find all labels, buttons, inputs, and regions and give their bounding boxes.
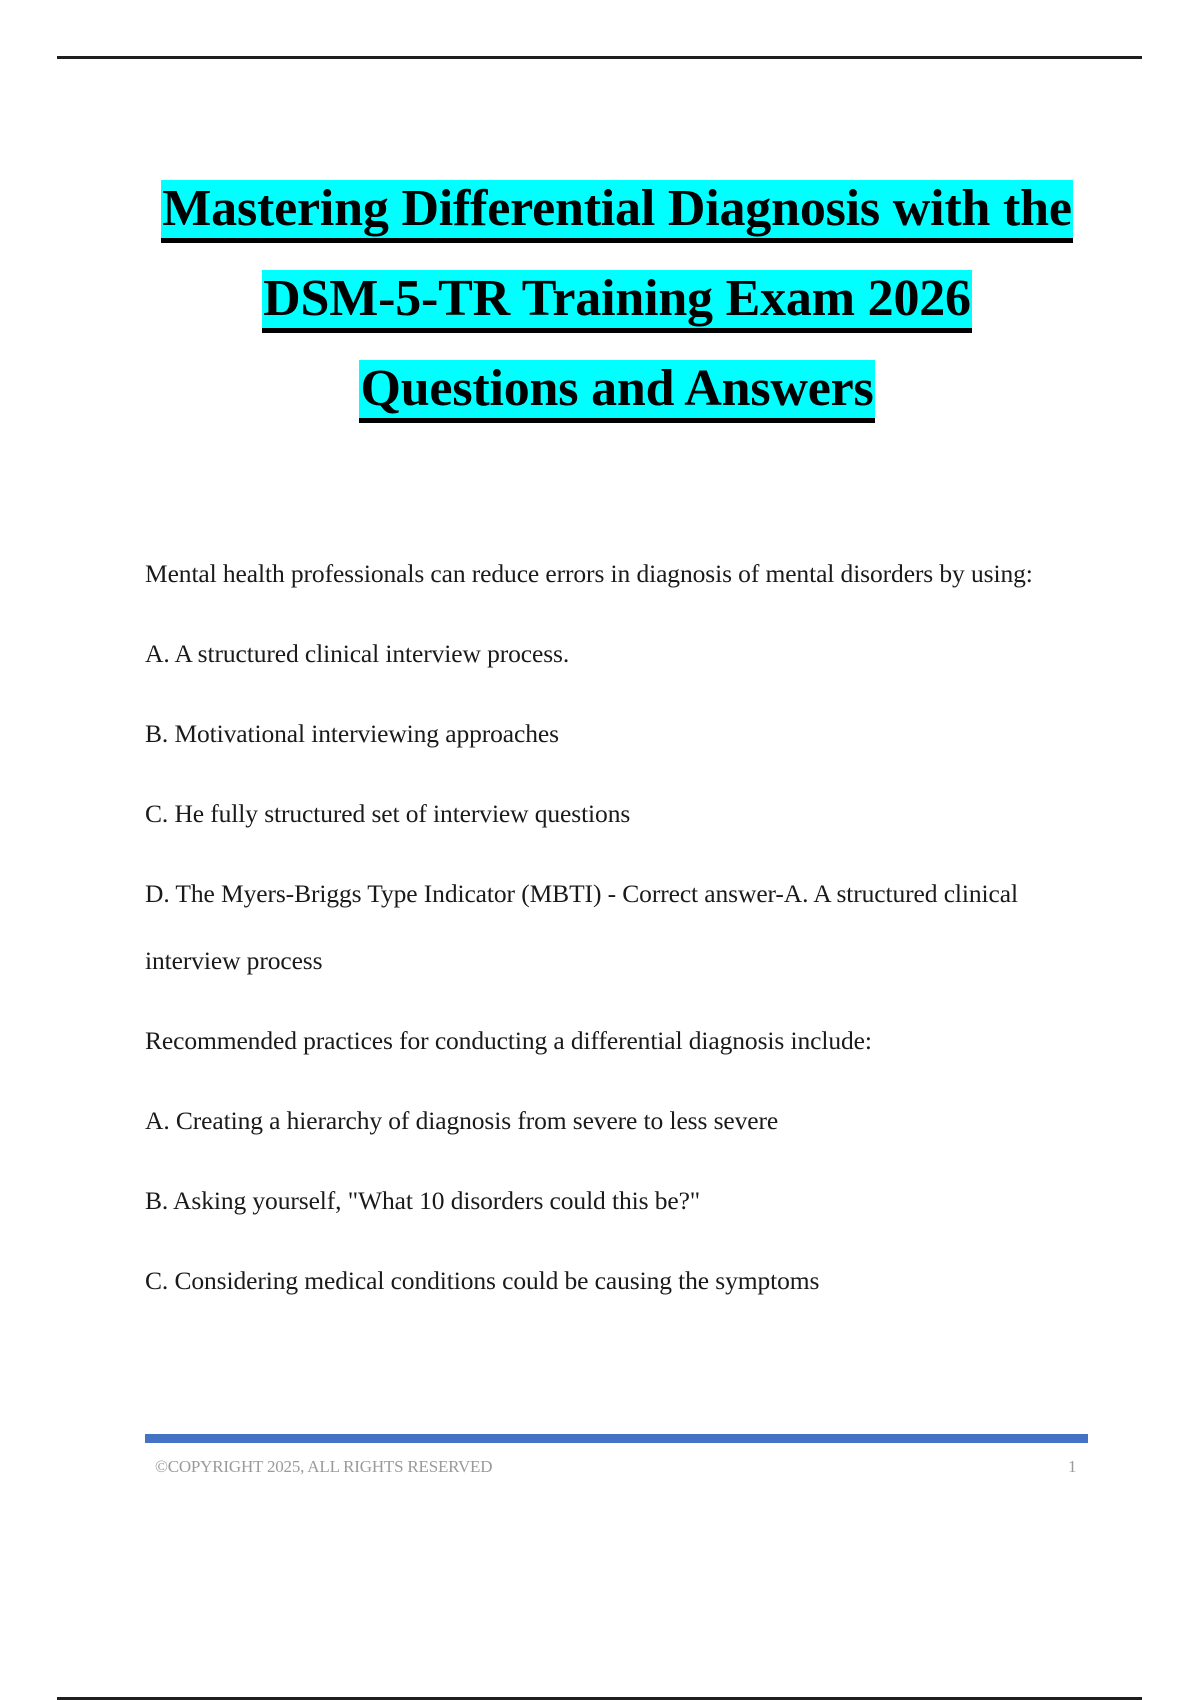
title-text-3: Questions and Answers [359, 360, 874, 423]
question-1-option-d-answer: D. The Myers-Briggs Type Indicator (MBTI) - Correct answer-A. A structured clinical interview process [145, 879, 1018, 975]
page-number: 1 [1068, 1457, 1077, 1476]
document-body [145, 540, 1095, 1327]
footer-bar [145, 1434, 1088, 1443]
header-rule [57, 56, 1142, 59]
footer-copyright: ©COPYRIGHT 2025, ALL RIGHTS RESERVED [155, 1457, 493, 1476]
question-1-option-b: B. Motivational interviewing approaches [145, 719, 559, 748]
question-2-option-c: C. Considering medical conditions could be causing the symptoms [145, 1266, 820, 1295]
question-2: Recommended practices for conducting a differential diagnosis include: [145, 1026, 872, 1055]
title-line-1 [0, 180, 1200, 270]
question-2-option-b: B. Asking yourself, "What 10 disorders could this be?" [145, 1186, 701, 1215]
question-1: Mental health professionals can reduce errors in diagnosis of mental disorders by using: [145, 559, 1033, 588]
question-2-option-a: A. Creating a hierarchy of diagnosis from severe to less severe [145, 1106, 779, 1135]
document-title [0, 180, 1200, 450]
title-line-3 [0, 360, 1200, 450]
question-1-option-c: C. He fully structured set of interview questions [145, 799, 631, 828]
question-1-option-a: A. A structured clinical interview process. [145, 639, 570, 668]
title-line-2 [0, 270, 1200, 360]
title-text-1: Mastering Differential Diagnosis with the [161, 180, 1072, 243]
title-text-2: DSM-5-TR Training Exam 2026 [262, 270, 972, 333]
